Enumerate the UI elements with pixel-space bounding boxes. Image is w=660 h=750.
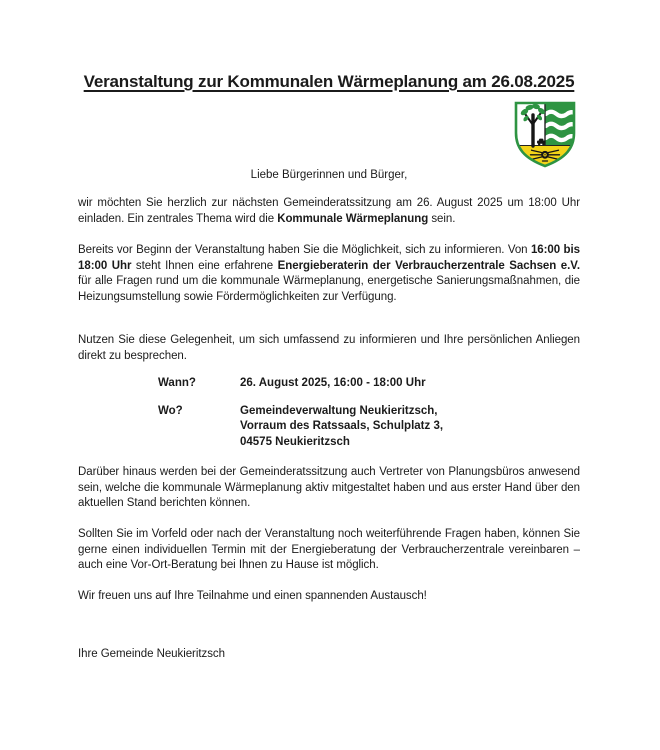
paragraph-planungsbueros: Darüber hinaus werden bei der Gemeinderatssitzung auch Vertreter von Planungsbüros anwesend sein, welche die kommunale Wärmeplanung aktiv mitgestaltet haben und aus erster Hand über den aktuellen Stand berichten können. <box>78 466 580 509</box>
event-where-value <box>240 404 443 451</box>
bold-run-time: 16:00 bis 18:00 Uhr <box>78 244 580 272</box>
text-run: wir möchten Sie herzlich zur nächsten Gemeinderatssitzung am 26. August 2025 um 18:00 Uhr einladen. Ein zentrales Thema wird die <box>78 197 580 225</box>
event-when-row <box>158 376 443 392</box>
paragraph-consultation <box>78 243 580 305</box>
salutation: Liebe Bürgerinnen und Bürger, <box>250 169 408 181</box>
event-where-line3: 04575 Neukieritzsch <box>240 435 350 448</box>
closing-line: Wir freuen uns auf Ihre Teilnahme und einen spannenden Austausch! <box>78 590 427 602</box>
text-run: sein. <box>428 212 456 225</box>
signature-line: Ihre Gemeinde Neukieritzsch <box>78 648 225 660</box>
text-run: steht Ihnen eine erfahrene <box>131 259 278 272</box>
paragraph-opportunity: Nutzen Sie diese Gelegenheit, um sich umfassend zu informieren und Ihre persönlichen Anliegen direkt zu besprechen. <box>78 334 580 362</box>
event-details-block <box>158 376 443 450</box>
bold-run-energieberaterin: Energieberaterin der Verbraucherzentrale Sachsen e.V. <box>277 259 580 272</box>
text-run: Bereits vor Beginn der Veranstaltung haben Sie die Möglichkeit, sich zu informieren. Von <box>78 244 531 256</box>
document-title: Veranstaltung zur Kommunalen Wärmeplanung am 26.08.2025 <box>83 72 575 91</box>
event-where-line2: Vorraum des Ratssaals, Schulplatz 3, <box>240 420 444 432</box>
text-run: für alle Fragen rund um die kommunale Wärmeplanung, energetische Sanierungsmaßnahmen, die Heizungsumstellung sowie Fördermöglichkeiten zur Verfügung. <box>78 275 580 303</box>
municipal-crest <box>512 101 578 168</box>
crest-shield-icon <box>512 101 578 168</box>
event-when-value: 26. August 2025, 16:00 - 18:00 Uhr <box>240 377 426 389</box>
bold-run-kommunale-waermeplanung: Kommunale Wärmeplanung <box>277 212 429 225</box>
event-when-label: Wann? <box>158 377 196 389</box>
event-where-label: Wo? <box>158 404 183 417</box>
paragraph-invitation <box>78 196 580 227</box>
event-where-row <box>158 404 443 451</box>
event-where-line1: Gemeindeverwaltung Neukieritzsch, <box>240 404 438 417</box>
paragraph-weitere-fragen: Sollten Sie im Vorfeld oder nach der Veranstaltung noch weiterführende Fragen haben, können Sie gerne einen individuellen Termin mit der Energieberatung der Verbraucherzentrale vereinbaren – auch eine Vor-Ort-Beratung bei Ihnen zu Hause ist möglich. <box>78 528 580 571</box>
